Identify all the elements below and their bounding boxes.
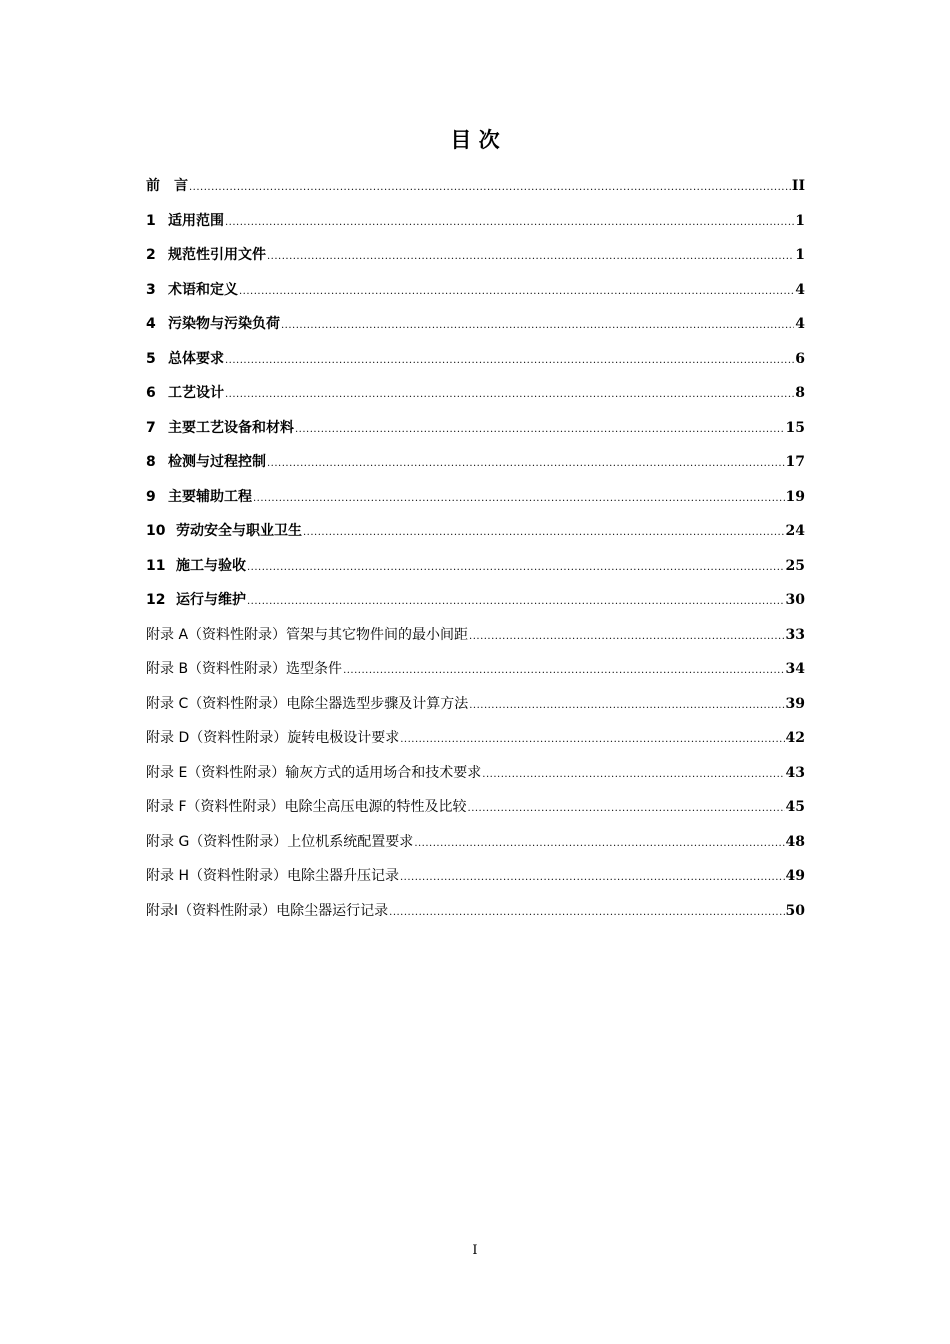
dot-leader [239,280,794,304]
toc-entry[interactable] [146,485,805,520]
toc-entry-page: 4 [795,316,805,332]
toc-entry-appendix-f[interactable] [146,795,805,830]
toc-entry-label: 前 言 [146,178,188,194]
toc-entry-label: 1 适用范围 [146,209,224,233]
page-title: 目 次 [450,128,500,152]
dot-leader [343,659,784,683]
toc-entry[interactable] [146,416,805,451]
toc-entry-number: 8 [146,454,156,470]
toc-entry-label: 附录 E（资料性附录）输灰方式的适用场合和技术要求 [146,764,482,781]
toc-entry-appendix-i[interactable] [146,899,805,934]
toc-entry-label: 2 规范性引用文件 [146,243,266,267]
toc-entry-page: 50 [785,902,805,919]
toc-entry-label: 11 施工与验收 [146,554,246,578]
toc-entry[interactable] [146,347,805,382]
toc-entry-number: 10 [146,523,166,539]
dot-leader [225,383,794,407]
toc-entry-page: 1 [795,247,805,263]
toc-entry-page: 49 [785,868,805,884]
table-of-contents [146,174,805,933]
toc-entry-appendix-a[interactable] [146,623,805,658]
dot-leader [281,314,794,338]
toc-entry-page: 43 [785,764,805,781]
toc-entry-page: 1 [795,212,805,229]
dot-leader [225,211,794,235]
toc-entry[interactable] [146,588,805,623]
dot-leader [295,418,785,442]
toc-entry-page: 30 [785,592,805,608]
toc-entry-label: 附录 B（资料性附录）选型条件 [146,661,343,677]
dot-leader [247,556,785,580]
toc-entry-label: 附录Ⅰ（资料性附录）电除尘器运行记录 [146,902,389,919]
toc-entry-number: 11 [146,557,166,574]
toc-entry-label: 3 术语和定义 [146,278,238,302]
toc-entry[interactable] [146,209,805,244]
page-number-footer: I [472,1243,478,1258]
toc-entry-page: 48 [785,833,805,850]
toc-entry-label: 附录 A（资料性附录）管架与其它物件间的最小间距 [146,626,469,643]
toc-entry-appendix-d[interactable] [146,726,805,761]
toc-entry-number: 3 [146,281,156,298]
dot-leader [303,521,785,545]
toc-entry-label: 6 工艺设计 [146,381,224,405]
toc-entry-page: II [791,178,805,194]
toc-entry-page: 4 [795,281,805,298]
dot-leader [468,797,785,821]
dot-leader [267,245,794,269]
toc-entry-number: 5 [146,350,156,367]
dot-leader [469,625,784,649]
toc-entry[interactable] [146,554,805,589]
toc-entry[interactable] [146,174,805,209]
toc-entry[interactable] [146,519,805,554]
dot-leader [189,176,791,200]
dot-leader [225,349,794,373]
dot-leader [400,866,785,890]
dot-leader [253,487,785,511]
dot-leader [414,832,784,856]
toc-entry[interactable] [146,278,805,313]
dot-leader [267,452,785,476]
toc-entry-label: 附录 G（资料性附录）上位机系统配置要求 [146,833,414,850]
toc-entry-page: 33 [785,626,805,643]
toc-entry[interactable] [146,381,805,416]
toc-entry-appendix-e[interactable] [146,761,805,796]
toc-entry-page: 19 [785,488,805,505]
dot-leader [400,728,784,752]
toc-entry-label: 10 劳动安全与职业卫生 [146,519,302,543]
toc-entry-page: 45 [785,799,805,815]
toc-entry-label: 7 主要工艺设备和材料 [146,416,294,440]
toc-entry-appendix-g[interactable] [146,830,805,865]
toc-entry-label: 附录 D（资料性附录）旋转电极设计要求 [146,730,400,746]
toc-entry-number: 2 [146,247,156,263]
toc-entry-page: 17 [785,454,805,470]
toc-entry-number: 4 [146,316,156,332]
toc-entry-appendix-b[interactable] [146,657,805,692]
toc-entry-page: 42 [785,730,805,746]
toc-entry[interactable] [146,312,805,347]
toc-entry-number: 9 [146,488,156,505]
toc-entry-number: 1 [146,212,156,229]
toc-entry[interactable] [146,243,805,278]
toc-entry-label: 附录 F（资料性附录）电除尘高压电源的特性及比较 [146,799,467,815]
toc-entry-page: 15 [785,419,805,436]
toc-entry-number: 6 [146,385,156,401]
dot-leader [389,901,784,925]
toc-entry-page: 39 [785,695,805,712]
toc-entry[interactable] [146,450,805,485]
toc-entry-label: 附录 H（资料性附录）电除尘器升压记录 [146,868,399,884]
toc-entry-page: 34 [785,661,805,677]
toc-entry-page: 25 [785,557,805,574]
toc-entry-page: 24 [785,523,805,539]
toc-entry-page: 8 [795,385,805,401]
toc-entry-appendix-c[interactable] [146,692,805,727]
toc-entry-label: 附录 C（资料性附录）电除尘器选型步骤及计算方法 [146,695,469,712]
dot-leader [247,590,785,614]
toc-entry-page: 6 [795,350,805,367]
toc-entry-number: 12 [146,592,166,608]
toc-entry-label: 5 总体要求 [146,347,224,371]
toc-entry-label: 9 主要辅助工程 [146,485,252,509]
toc-entry-appendix-h[interactable] [146,864,805,899]
toc-entry-label: 12 运行与维护 [146,588,246,612]
dot-leader [482,763,784,787]
toc-entry-label: 8 检测与过程控制 [146,450,266,474]
dot-leader [469,694,784,718]
toc-entry-number: 7 [146,419,156,436]
toc-entry-label: 4 污染物与污染负荷 [146,312,280,336]
